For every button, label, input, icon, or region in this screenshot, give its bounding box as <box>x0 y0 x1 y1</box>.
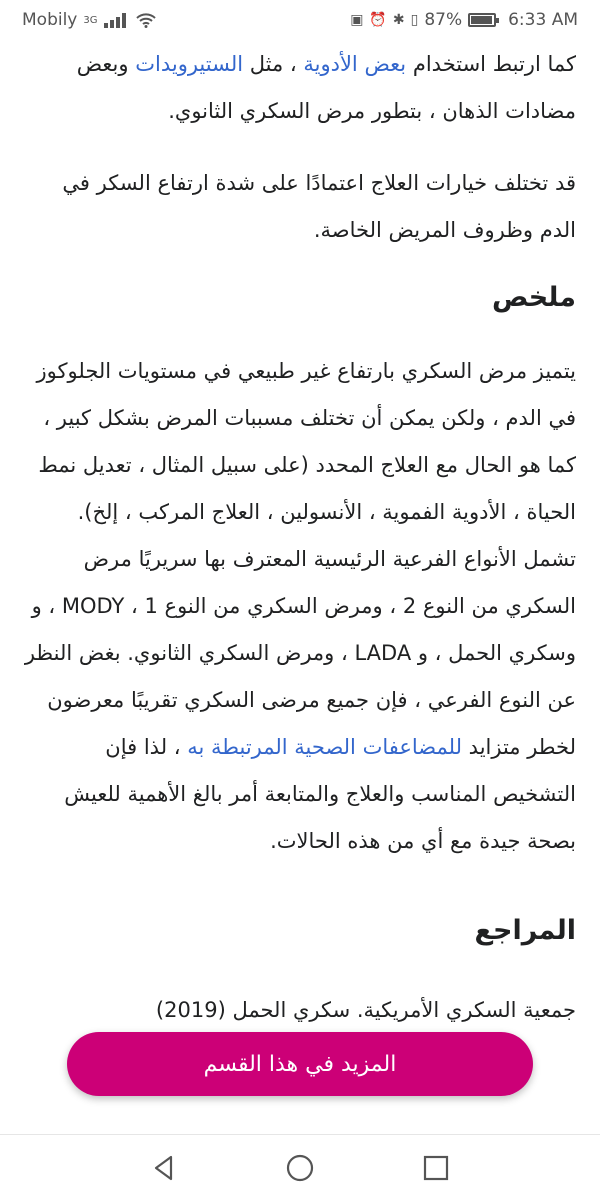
wifi-icon <box>136 12 156 28</box>
link-steroids[interactable]: الستيرويدات <box>135 52 244 76</box>
home-icon[interactable] <box>280 1148 320 1188</box>
status-left <box>22 10 156 30</box>
paragraph-secondary-diabetes <box>24 41 576 135</box>
paragraph-treatment-options: قد تختلف خيارات العلاج اعتمادًا على شدة ارتفاع السكر في الدم وظروف المريض الخاصة. <box>62 171 576 242</box>
nfc-icon: ▣ <box>350 12 364 28</box>
reference-item[interactable]: جمعية السكري الأمريكية. سكري الحمل (2019) <box>155 998 576 1022</box>
more-in-section-button[interactable]: المزيد في هذا القسم <box>67 1032 533 1096</box>
signal-icon <box>104 12 130 28</box>
p3-text-1: يتميز مرض السكري بارتفاع غير طبيعي في مستويات الجلوكوز في الدم ، ولكن يمكن أن تختلف مسببات المرض بشكل كبير ، كما هو الحال مع العلاج المحدد (على سبيل المثال ، تعديل نمط الحياة ، الأدوية الفموية ، الأنسولين ، العلاج المركب ، إلخ). تشمل الأنواع الفرعية الرئيسية المعترف بها سريريًا مرض السكري من النوع 2 ، ومرض السكري من النوع 1 ، MODY ، و وسكري الحمل ، و LADA ، ومرض السكري الثانوي. بغض النظر عن النوع الفرعي ، فإن جميع مرضى السكري تقريبًا معرضون لخطر متزايد <box>24 359 576 759</box>
carrier-label: Mobily <box>22 10 78 30</box>
p1-text-2: ، مثل <box>243 52 304 76</box>
link-health-complications[interactable]: للمضاعفات الصحية المرتبطة به <box>187 735 462 759</box>
status-right <box>350 10 578 30</box>
link-some-drugs[interactable]: بعض الأدوية <box>303 52 407 76</box>
p1-text-3: وبعض مضادات الذهان ، بتطور مرض السكري الثانوي. <box>76 52 576 123</box>
battery-percent: 87% <box>424 10 463 30</box>
back-icon[interactable] <box>144 1148 184 1188</box>
p1-text-1: كما ارتبط استخدام <box>406 52 576 76</box>
p3-text-2: ، لذا فإن التشخيص المناسب والعلاج والمتابعة أمر بالغ الأهمية للعيش بصحة جيدة مع أي من هذه الحالات. <box>64 735 576 853</box>
navigation-bar <box>0 1134 600 1201</box>
battery-fill <box>471 16 492 24</box>
paragraph-summary <box>24 348 576 865</box>
network-type: 3G <box>83 14 98 26</box>
clock: 6:33 AM <box>508 10 578 30</box>
article-content <box>24 40 576 1029</box>
summary-heading: ملخص <box>491 282 576 313</box>
recents-icon[interactable] <box>416 1148 456 1188</box>
battery-icon <box>468 13 496 27</box>
status-bar <box>0 0 600 40</box>
bluetooth-icon: ✱ <box>392 12 405 28</box>
references-heading: المراجع <box>474 915 576 946</box>
vibrate-icon: ▯ <box>410 12 419 28</box>
alarm-icon: ⏰ <box>369 12 387 28</box>
